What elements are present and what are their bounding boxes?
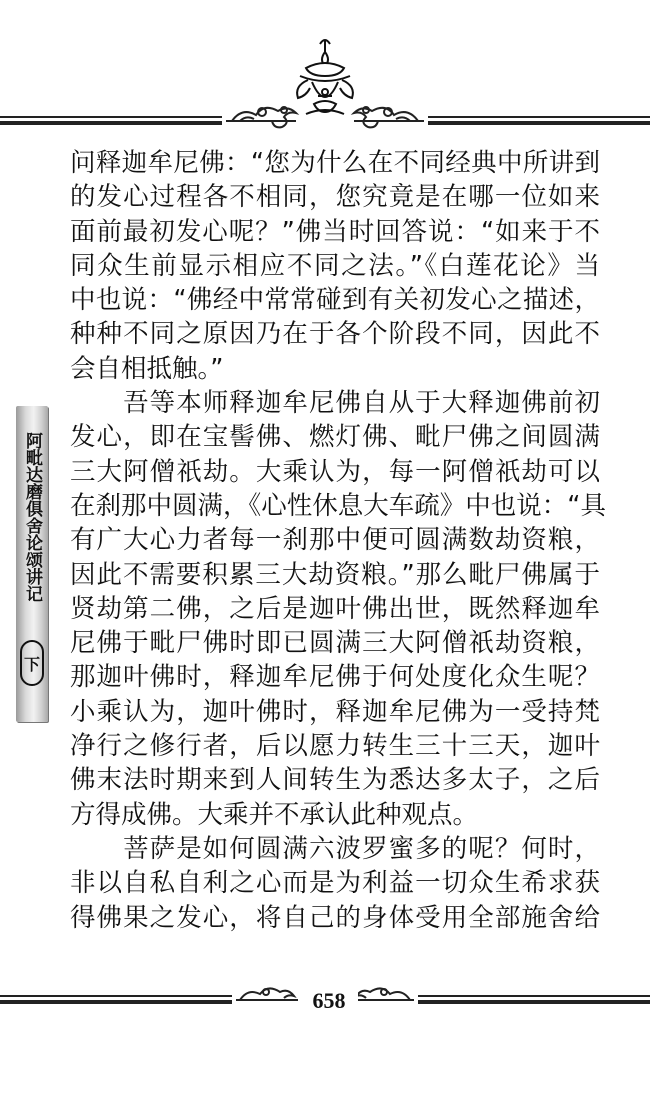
text-line: 有广大心力者每一刹那中便可圆满数劫资粮， xyxy=(70,525,600,556)
side-tab xyxy=(16,406,48,722)
text-line: 三大阿僧祇劫。大乘认为，每一阿僧祇劫可以 xyxy=(70,456,600,487)
text-line: 同众生前显示相应不同之法。”《白莲花论》当 xyxy=(70,250,600,281)
paragraph-3 xyxy=(70,832,600,935)
body-text xyxy=(70,146,606,935)
header-ornament xyxy=(0,0,650,135)
text-line: 在刹那中圆满，《心性休息大车疏》中也说：“具 xyxy=(70,490,606,521)
text-line: 方得成佛。大乘并不承认此种观点。 xyxy=(70,799,479,830)
paragraph-2 xyxy=(70,386,606,832)
header-ornament-graphic xyxy=(0,0,650,135)
text-line: 种种不同之原因乃在于各个阶段不同，因此不 xyxy=(70,319,600,350)
paragraph-1 xyxy=(70,146,600,386)
side-tab-volume: 下 xyxy=(20,640,44,686)
text-line: 问释迦牟尼佛：“您为什么在不同经典中所讲到 xyxy=(70,148,600,178)
text-line: 非以自私自利之心而是为利益一切众生希求获 xyxy=(70,868,600,899)
footer-ornament xyxy=(0,978,650,1018)
text-line: 的发心过程各不相同，您究竟是在哪一位如来 xyxy=(70,182,600,213)
text-line: 佛末法时期来到人间转生为悉达多太子，之后 xyxy=(70,765,600,796)
text-line: 尼佛于毗尸佛时即已圆满三大阿僧祇劫资粮， xyxy=(70,628,600,659)
text-line: 吾等本师释迦牟尼佛自从于大释迦佛前初 xyxy=(70,388,600,419)
text-line: 那迦叶佛时，释迦牟尼佛于何处度化众生呢？ xyxy=(70,662,600,693)
text-line: 净行之修行者，后以愿力转生三十三天，迦叶 xyxy=(70,731,600,762)
text-line: 会自相抵触。” xyxy=(70,353,224,384)
text-line: 中也说：“佛经中常常碰到有关初发心之描述， xyxy=(70,285,600,316)
text-line: 面前最初发心呢？”佛当时回答说：“如来于不 xyxy=(70,216,600,247)
page-number: 658 xyxy=(300,988,358,1014)
text-line: 小乘认为，迦叶佛时，释迦牟尼佛为一受持梵 xyxy=(70,696,600,727)
text-line: 因此不需要积累三大劫资粮。”那么毗尸佛属于 xyxy=(70,559,600,590)
text-line: 发心，即在宝髻佛、燃灯佛、毗尸佛之间圆满 xyxy=(70,422,600,453)
text-line: 得佛果之发心，将自己的身体受用全部施舍给 xyxy=(70,902,600,933)
text-line: 贤劫第二佛，之后是迦叶佛出世，既然释迦牟 xyxy=(70,593,600,624)
text-line: 菩萨是如何圆满六波罗蜜多的呢？何时， xyxy=(70,833,600,864)
side-tab-book-title: 阿毗达磨俱舍论颂讲记 xyxy=(22,432,42,602)
